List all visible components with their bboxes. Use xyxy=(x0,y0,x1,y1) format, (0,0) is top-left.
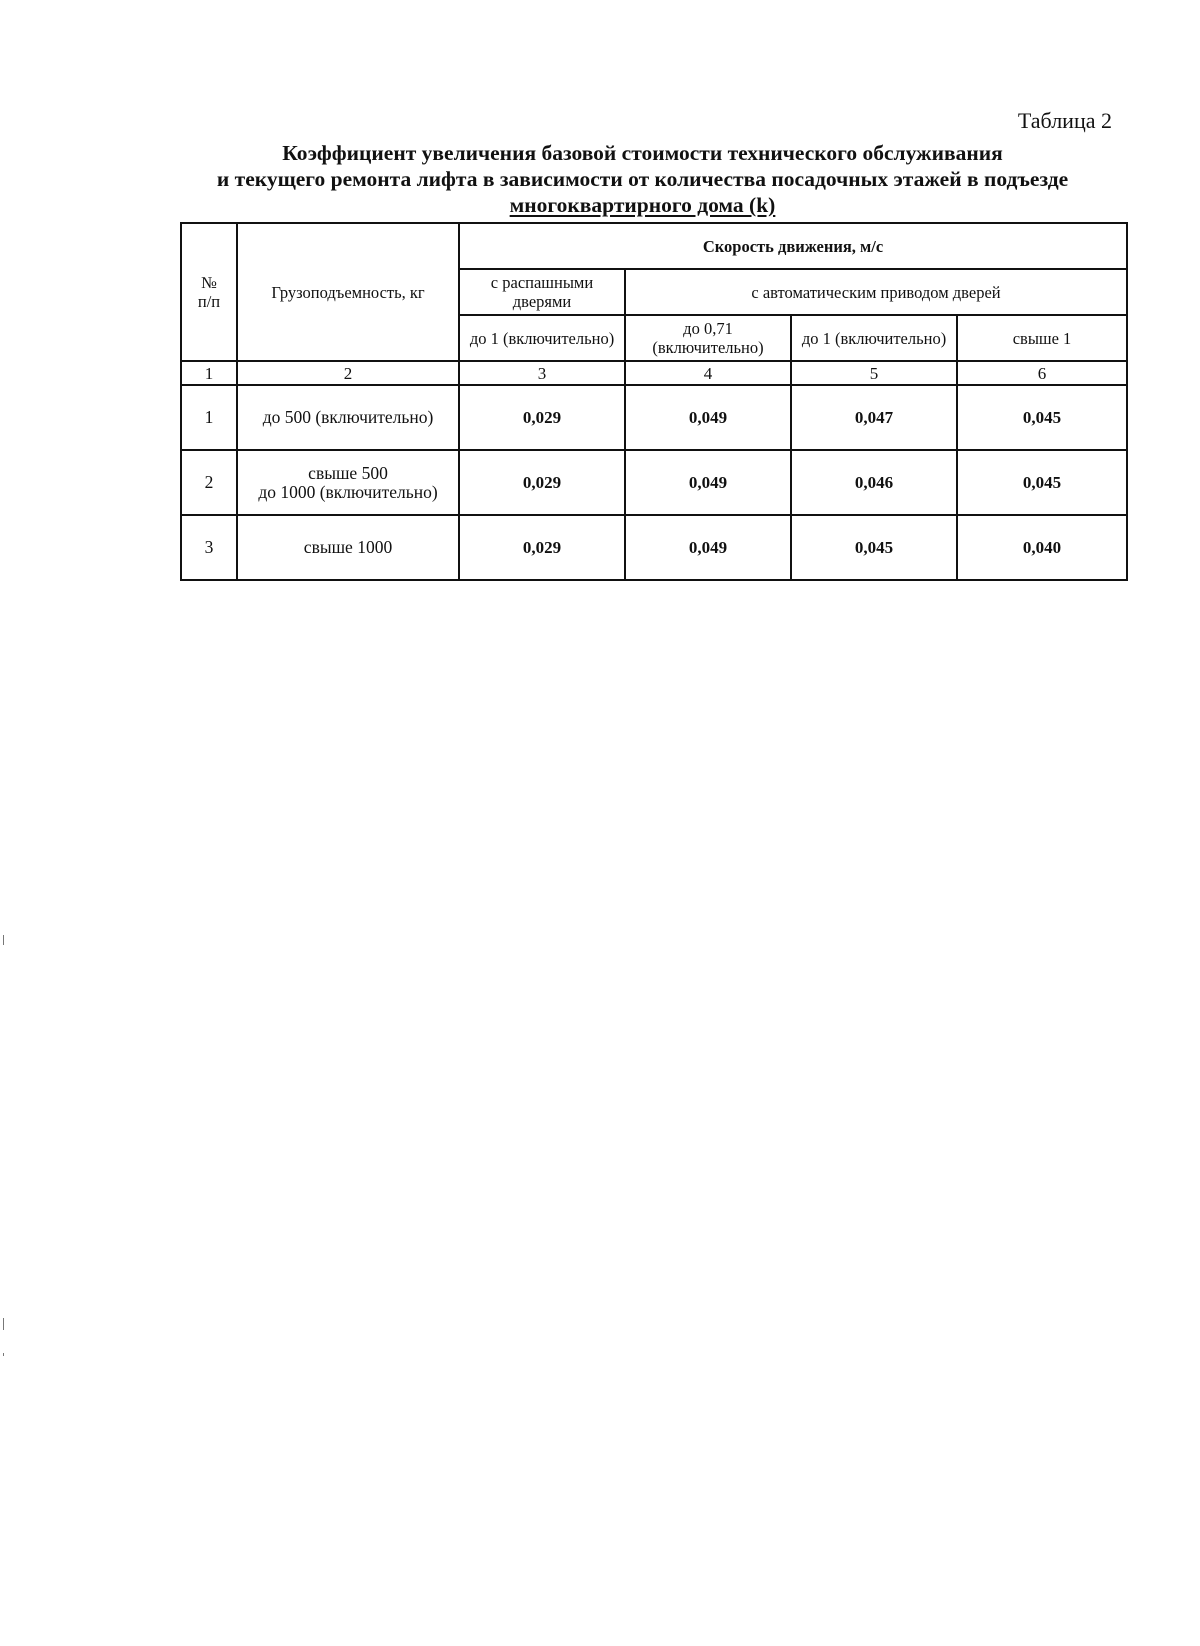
header-auto-doors: с автоматическим приводом дверей xyxy=(625,269,1127,315)
row-capacity: свыше 1000 xyxy=(237,515,459,580)
header-speed: Скорость движения, м/с xyxy=(459,223,1127,269)
header-speed-col: до 0,71 (включительно) xyxy=(625,315,791,361)
coefficient-table xyxy=(180,222,1128,581)
column-number: 6 xyxy=(957,361,1127,385)
row-value: 0,029 xyxy=(459,385,625,450)
row-value: 0,049 xyxy=(625,515,791,580)
title-line-3: многоквартирного дома (k) xyxy=(509,193,776,217)
header-speed-col: до 1 (включительно) xyxy=(791,315,957,361)
row-value: 0,049 xyxy=(625,450,791,515)
column-number: 4 xyxy=(625,361,791,385)
row-num: 1 xyxy=(181,385,237,450)
table-row xyxy=(181,385,1127,450)
header-swing-doors: с распашными дверями xyxy=(459,269,625,315)
row-value: 0,045 xyxy=(957,450,1127,515)
column-number: 1 xyxy=(181,361,237,385)
scan-artifact xyxy=(3,1353,4,1356)
title-line-2: и текущего ремонта лифта в зависимости от количества посадочных этажей в подъезде xyxy=(216,167,1069,191)
header-capacity: Грузоподъемность, кг xyxy=(237,223,459,361)
row-capacity: до 500 (включительно) xyxy=(237,385,459,450)
table-row xyxy=(181,450,1127,515)
row-num: 3 xyxy=(181,515,237,580)
scan-artifact xyxy=(3,1318,4,1330)
title-line-1: Коэффициент увеличения базовой стоимости технического обслуживания xyxy=(282,141,1003,165)
column-number-row xyxy=(181,361,1127,385)
header-num: № п/п xyxy=(181,223,237,361)
column-number: 5 xyxy=(791,361,957,385)
row-capacity: свыше 500 до 1000 (включительно) xyxy=(237,450,459,515)
table-row xyxy=(181,515,1127,580)
row-value: 0,049 xyxy=(625,385,791,450)
column-number: 3 xyxy=(459,361,625,385)
header-row-1 xyxy=(181,223,1127,269)
column-number: 2 xyxy=(237,361,459,385)
header-speed-col: свыше 1 xyxy=(957,315,1127,361)
table-title xyxy=(170,140,1115,218)
row-value: 0,045 xyxy=(957,385,1127,450)
table-label: Таблица 2 xyxy=(1017,108,1112,133)
header-speed-col: до 1 (включительно) xyxy=(459,315,625,361)
row-value: 0,045 xyxy=(791,515,957,580)
row-num: 2 xyxy=(181,450,237,515)
row-value: 0,029 xyxy=(459,450,625,515)
scan-artifact xyxy=(3,935,4,945)
row-value: 0,047 xyxy=(791,385,957,450)
row-value: 0,029 xyxy=(459,515,625,580)
row-value: 0,040 xyxy=(957,515,1127,580)
row-value: 0,046 xyxy=(791,450,957,515)
